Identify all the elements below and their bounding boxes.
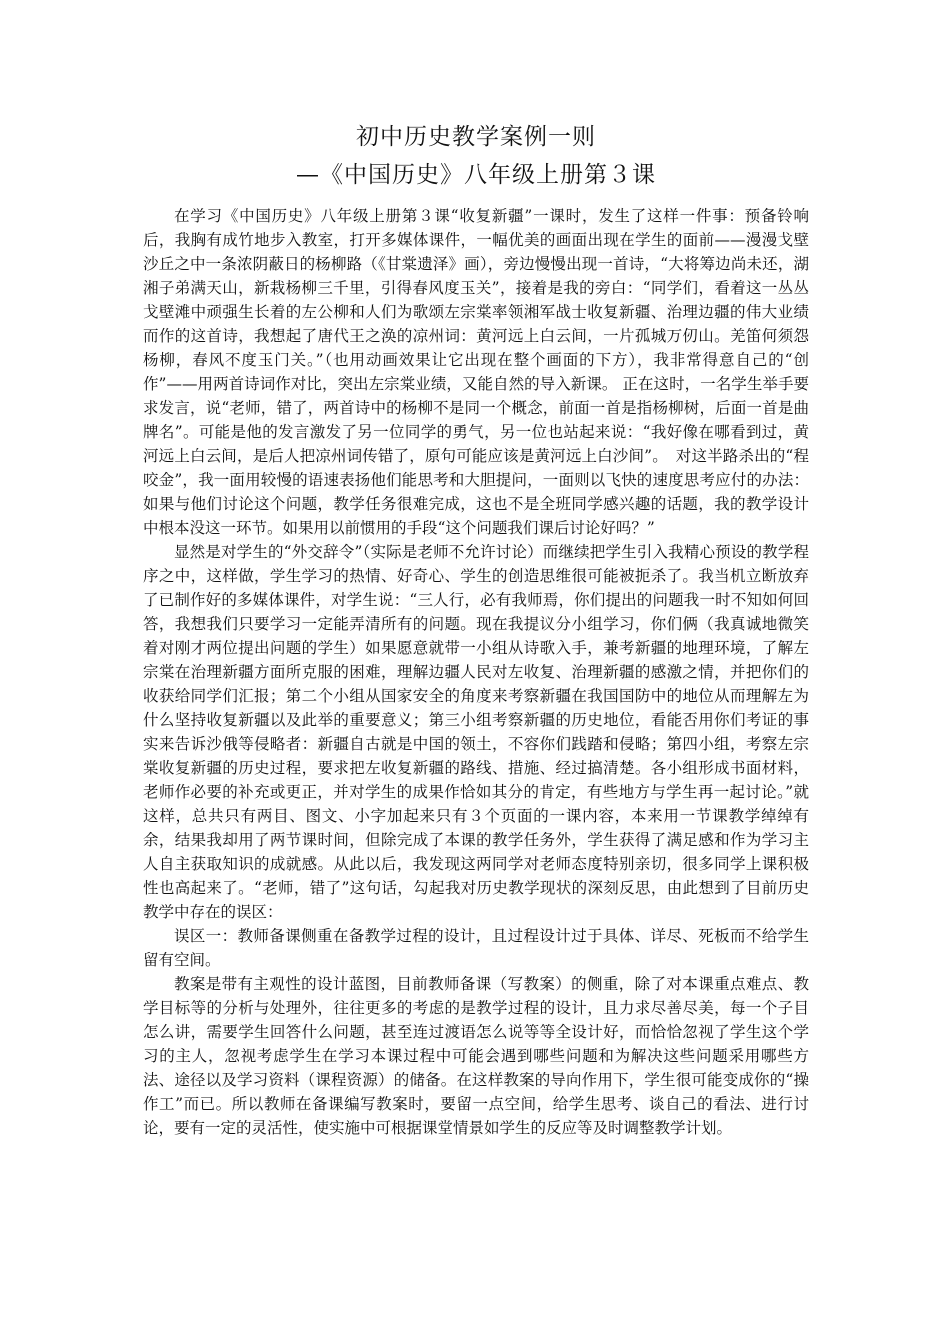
- paragraph-intro-story: 在学习《中国历史》八年级上册第３课“收复新疆”一课时，发生了这样一件事：预备铃响后，我胸有成竹地步入教室，打开多媒体课件，一幅优美的画面出现在学生的面前——漫漫戈壁沙丘之中一条浓阴蔽日的杨柳路（《甘棠遗泽》画），旁边慢慢出现一首诗，“大将筹边尚未还，湖湘子弟满天山，新栽杨柳三千里，引得春风度玉关”，接着是我的旁白：“同学们，看着这一丛丛戈壁滩中顽强生长着的左公柳和人们为歌颂左宗棠率领湘军战士收复新疆、治理边疆的伟大业绩而作的这首诗，我想起了唐代王之涣的凉州词：黄河远上白云间，一片孤城万仞山。羌笛何须怨杨柳，春风不度玉门关。”（也用动画效果让它出现在整个画面的下方），我非常得意自己的“创作”——用两首诗词作对比，突出左宗棠业绩，又能自然的导入新课。 正在这时，一名学生举手要求发言，说“老师，错了，两首诗中的杨柳不是同一个概念，前面一首是指杨柳树，后面一首是曲牌名”。可能是他的发言激发了另一位同学的勇气，另一位也站起来说：“我好像在哪看到过，黄河远上白云间，是后人把凉州词传错了，原句可能应该是黄河远上白沙间”。 对这半路杀出的“程咬金”，我一面用较慢的语速表扬他们能思考和大胆提问，一面则以飞快的速度思考应付的办法：如果与他们讨论这个问题，教学任务很难完成，这也不是全班同学感兴趣的话题，我的教学设计中根本没这一环节。如果用以前惯用的手段“这个问题我们课后讨论好吗？”: [143, 207, 809, 537]
- paragraph-lesson-plan: 教案是带有主观性的设计蓝图，目前教师备课（写教案）的侧重，除了对本课重点难点、教学目标等的分析与处理外，往往更多的考虑的是教学过程的设计，且力求尽善尽美，每一个子目怎么讲，需要学生回答什么问题，甚至连过渡语怎么说等等全设计好，而恰恰忽视了学生这个学习的主人，忽视考虑学生在学习本课过程中可能会遇到哪些问题和为解决这些问题采用哪些方法、途径以及学习资料（课程资源）的储备。在这样教案的导向作用下，学生很可能变成你的“操作工”而已。所以教师在备课编写教案时，要留一点空间，给学生思考、谈自己的看法、进行讨论，要有一定的灵活性，使实施中可根据课堂情景如学生的反应等及时调整教学计划。: [143, 975, 809, 1137]
- document-subtitle: —《中国历史》八年级上册第３课: [296, 162, 656, 188]
- paragraph-group-learning: 显然是对学生的“外交辞令”（实际是老师不允许讨论）而继续把学生引入我精心预设的教学程序之中，这样做，学生学习的热情、好奇心、学生的创造思维很可能被扼杀了。我当机立断放弃了已制作好的多媒体课件，对学生说：“三人行，必有我师焉，你们提出的问题我一时不知如何回答，我想我们只要学习一定能弄清所有的问题。现在我提议分小组学习，你们俩（我真诚地微笑着对刚才两位提出问题的学生）如果愿意就带一小组从诗歌入手，兼考新疆的地理环境，了解左宗棠在治理新疆方面所克服的困难，理解边疆人民对左收复、治理新疆的感激之情，并把你们的收获给同学们汇报；第二个小组从国家安全的角度来考察新疆在我国国防中的地位从而理解左为什么坚持收复新疆以及此举的重要意义；第三小组考察新疆的历史地位，看能否用你们考证的事实来告诉沙俄等侵略者：新疆自古就是中国的领土，不容你们践踏和侵略；第四小组，考察左宗棠收复新疆的历史过程，要求把左收复新疆的路线、措施、经过搞清楚。各小组形成书面材料，老师作必要的补充或更正，并对学生的成果作恰如其分的肯定，有些地方与学生再一起讨论。”就这样，总共只有两目、图文、小字加起来只有３个页面的一课内容，本来用一节课教学绰绰有余，结果我却用了两节课时间，但除完成了本课的教学任务外，学生获得了满足感和作为学习主人自主获取知识的成就感。从此以后，我发现这两同学对老师态度特别亲切，很多同学上课积极性也高起来了。“老师，错了”这句话，勾起我对历史教学现状的深刻反思，由此想到了目前历史教学中存在的误区：: [143, 543, 809, 921]
- paragraph-misconception-one: 误区一：教师备课侧重在备教学过程的设计，且过程设计过于具体、详尽、死板而不给学生留有空间。: [143, 927, 809, 969]
- document-title: 初中历史教学案例一则: [356, 124, 596, 150]
- document-body: [143, 120, 809, 1140]
